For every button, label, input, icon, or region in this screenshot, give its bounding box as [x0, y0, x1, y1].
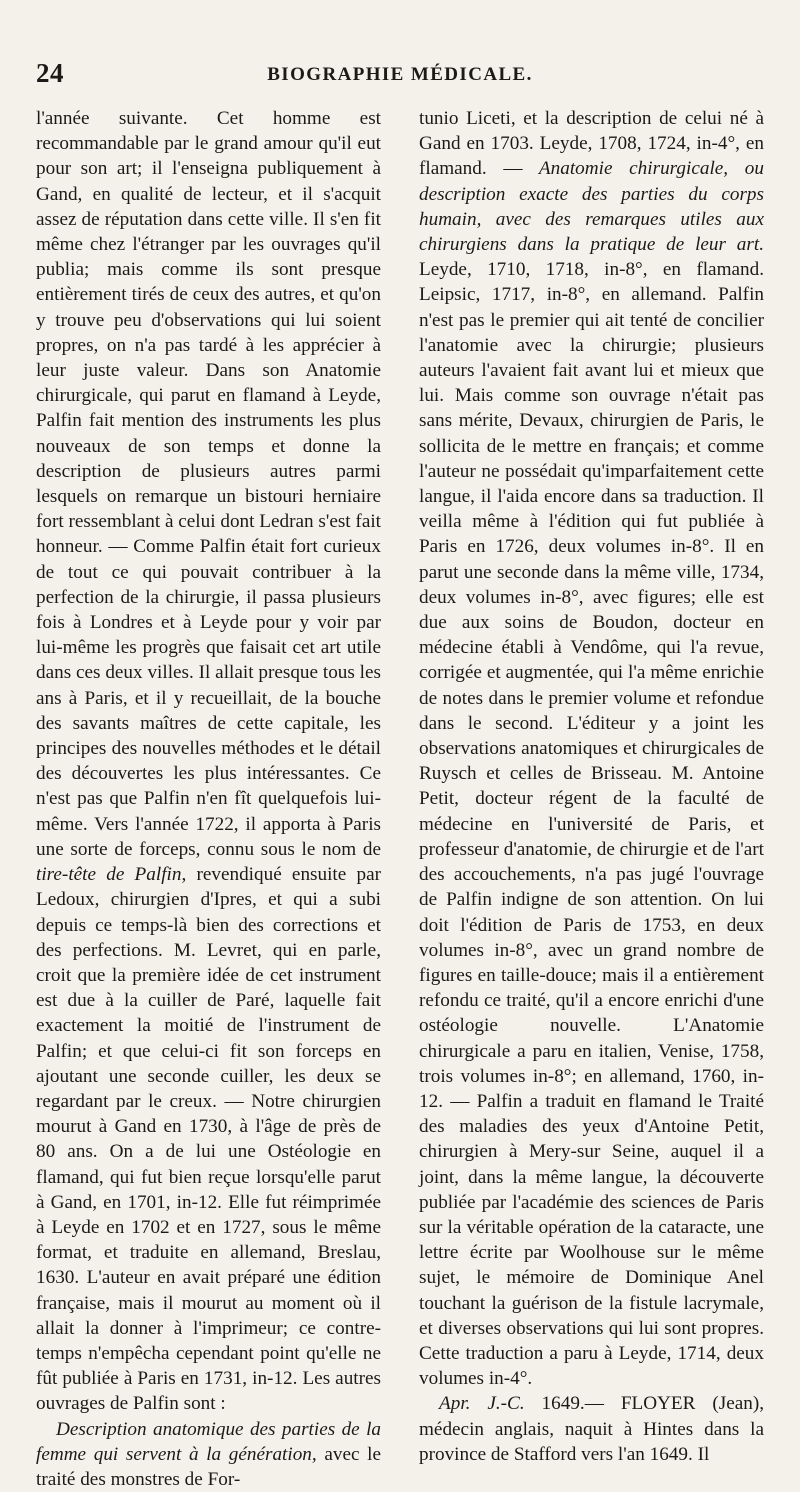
paragraph-text: Leyde, 1710, 1718, in-8°, en flamand. Leipsic, 1717, in-8°, en allemand. Palfin n'est pas le premier qui ait tenté de concilier l'anatomie avec la chirurgie; plusieurs auteurs l'avaient fait avant lui et mieux que lui. Mais comme son ouvrage n'était pas sans mérite, Devaux, chirurgien de Paris, le sollicita de le mettre en français; et comme l'auteur ne possédait qu'imparfaitement cette langue, il l'aida encore dans sa traduction. Il veilla même à l'édition qui fut publiée à Paris en 1726, deux volumes in-8°. Il en parut une seconde dans la même ville, 1734, deux volumes in-8°, avec figures; elle est due aux soins de Boudon, docteur en médecine établi à Vendôme, qui l'a revue, corrigée et augmentée, qui l'a même enrichie de notes dans le premier volume et refondue dans le second. L'éditeur y a joint les observations anatomiques et chirurgicales de Ruysch et celles de Brisseau. M. Antoine Petit, docteur régent de la faculté de médecine en l'université de Paris, et professeur d'anatomie, de chirurgie et de l'art des accouchements, n'a pas jugé l'ouvrage de Palfin indigne de son attention. On lui doit l'édition de Paris de 1753, en deux volumes in-8°, avec un grand nombre de figures en taille-douce; mais il a entièrement refondu ce traité, qu'il a encore enrichi d'une ostéologie nouvelle. L'Anatomie chirurgicale a paru en italien, Venise, 1758, trois volumes in-8°; en allemand, 1760, in-12. — Palfin a traduit en flamand le Traité des maladies des yeux d'Antoine Petit, chirurgien à Mery-sur Seine, auquel il a joint, dans la même langue, la découverte publiée par l'académie des sciences de Paris sur la véritable opération de la cataracte, une lettre écrite par Woolhouse sur le même sujet, le mémoire de Dominique Anel touchant la guérison de la fistule lacrymale, et diverses observations qui lui sont propres. Cette traduction a paru à Leyde, 1714, deux volumes in-4°. [419, 259, 764, 1390]
paragraph-text: 1649.— FLOYER (Jean), médecin anglais, naquit à Hintes dans la province de Stafford vers l'an 1649. Il [419, 1393, 765, 1465]
paragraph [419, 1391, 764, 1467]
work-title: Description anatomique des parties de la femme qui servent à la génération, [36, 1418, 381, 1465]
italic-term: tire-tête de Palfin [36, 864, 182, 886]
paragraph-text: avec le traité des monstres de For- [36, 1443, 381, 1490]
paragraph-text: l'année suivante. Cet homme est recommandable par le grand amour qu'il eut pour son art; il l'enseigna publiquement à Gand, en qualité de lecteur, et il s'acquit assez de réputation dans cette ville. Il s'en fit même chez l'étranger par les ouvrages qu'il publia; mais comme ils sont presque entièrement tirés de ceux des autres, et qu'on y trouve peu d'observations qui lui soient propres, on n'a pas tardé à les apprécier à leur juste valeur. Dans son Anatomie chirurgicale, qui parut en flamand à Leyde, Palfin fait mention des instruments les plus nouveaux de son temps et donne la description de plusieurs autres parmi lesquels on remarque un bistouri herniaire fort ressemblant à celui dont Ledran s'est fait honneur. — Comme Palfin était fort curieux de tout ce qui pouvait contribuer à la perfection de la chirurgie, il passa plusieurs fois à Londres et à Leyde pour y voir par lui-même les progrès que faisait cet art utile dans ces deux villes. Il allait presque tous les ans à Paris, et il y recueillait, de la bouche des savants maîtres de cette capitale, les principes des nouvelles méthodes et le détail des découvertes les plus intéressantes. Ce n'est pas que Palfin n'en fît quelquefois lui-même. Vers l'année 1722, il apporta à Paris une sorte de forceps, connu sous le nom de [36, 108, 381, 860]
date-label: Apr. J.-C. [439, 1393, 525, 1415]
paragraph [36, 106, 381, 1417]
paragraph-text: tunio Liceti, et la description de celui né à Gand en 1703. Leyde, 1708, 1724, in-4°, en flamand. — [419, 108, 764, 180]
work-title: Anatomie chirurgicale, ou description exacte des parties du corps humain, avec des remarques utiles aux chirurgiens dans la pratique de leur art. [419, 158, 764, 256]
right-column [419, 106, 764, 1467]
paragraph [36, 1417, 381, 1492]
paragraph-text: , revendiqué ensuite par Ledoux, chirurgien d'Ipres, et qui a subi depuis ce temps-là bien des corrections et des perfections. M. Levret, qui en parle, croit que la première idée de cet instrument est due à la cuiller de Paré, laquelle fait exactement la moitié de l'instrument de Palfin; et que celui-ci fit son forceps en ajoutant une seconde cuiller, les deux se regardant par le creux. — Notre chirurgien mourut à Gand en 1730, à l'âge de près de 80 ans. On a de lui une Ostéologie en flamand, qui fut bien reçue lorsqu'elle parut à Gand, en 1701, in-12. Elle fut réimprimée à Leyde en 1702 et en 1727, sous le même format, et traduite en allemand, Breslau, 1630. L'auteur en avait préparé une édition française, mais il mourut au moment où il allait la donner à l'imprimeur; ce contre-temps n'empêcha cependant point qu'elle ne fût publiée à Paris en 1731, in-12. Les autres ouvrages de Palfin sont : [36, 864, 381, 1415]
page-number: 24 [36, 58, 64, 88]
paragraph [419, 106, 764, 1391]
left-column [36, 106, 381, 1492]
running-head: BIOGRAPHIE MÉDICALE. [267, 64, 533, 85]
page-header [36, 58, 764, 98]
